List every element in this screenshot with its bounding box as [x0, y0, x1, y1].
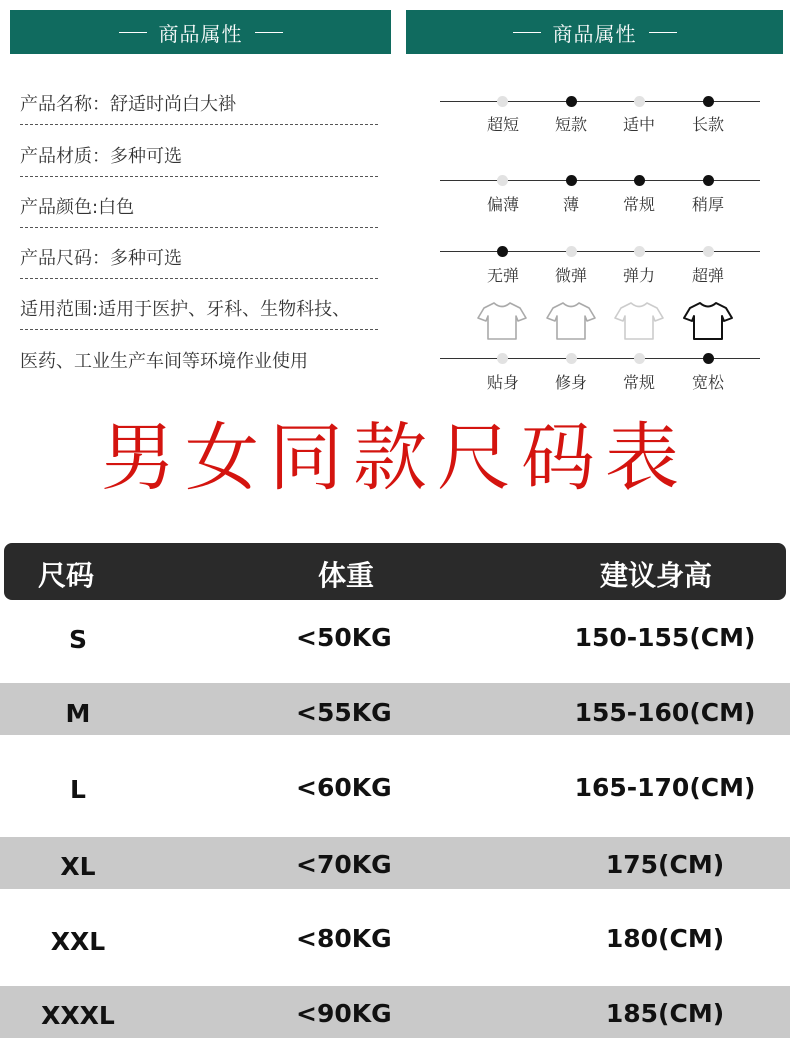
size-chart-title: 男女同款尺码表 — [101, 415, 689, 501]
cell-height: 185(CM) — [605, 999, 725, 1028]
attributes-header-left — [10, 10, 391, 54]
scale-dot — [566, 175, 577, 186]
scale-label: 偏薄 — [486, 195, 519, 214]
scale-dot — [497, 96, 508, 107]
cell-weight: <80KG — [296, 924, 392, 953]
cell-size: M — [65, 699, 91, 728]
scale-dot — [497, 353, 508, 364]
scale-label: 弹力 — [622, 266, 655, 285]
header-title: 商品属性 — [158, 21, 243, 46]
table-row — [0, 986, 790, 1038]
tshirt-icon — [613, 300, 665, 342]
scale-label: 宽松 — [691, 373, 724, 392]
scale-dot — [634, 175, 645, 186]
size-table-header — [4, 543, 786, 600]
attr-scope-line2: 医药、工业生产车间等环境作业使用 — [20, 351, 308, 372]
cell-size: L — [70, 775, 86, 804]
scale-label: 短款 — [554, 115, 587, 134]
cell-weight: <55KG — [296, 698, 392, 727]
scale-dot — [566, 246, 577, 257]
cell-weight: <70KG — [296, 850, 392, 879]
table-row — [0, 735, 790, 837]
cell-weight: <60KG — [296, 773, 392, 802]
scale-label: 稍厚 — [691, 195, 724, 214]
tshirt-icon — [476, 300, 528, 342]
scale-dot — [703, 175, 714, 186]
scale-dot — [497, 175, 508, 186]
scale-label: 适中 — [622, 115, 655, 134]
scale-label: 超短 — [486, 115, 519, 134]
scale-dot — [703, 353, 714, 364]
scale-label: 无弹 — [486, 266, 519, 285]
tshirt-icon — [545, 300, 597, 342]
table-row — [0, 889, 790, 986]
cell-size: XL — [60, 852, 96, 881]
scale-label: 常规 — [622, 373, 655, 392]
scale-dot — [634, 246, 645, 257]
attributes-header-right — [406, 10, 783, 54]
header-dash — [119, 32, 147, 33]
col-header-height: 建议身高 — [600, 559, 713, 592]
scale-label: 超弹 — [691, 266, 724, 285]
scale-dot — [497, 246, 508, 257]
header-dash — [649, 32, 677, 33]
tshirt-icon — [682, 300, 734, 342]
scale-label: 常规 — [622, 195, 655, 214]
table-row — [0, 683, 790, 735]
scale-dot — [566, 353, 577, 364]
scale-label: 微弹 — [554, 266, 587, 285]
cell-weight: <90KG — [296, 999, 392, 1028]
scale-dot — [634, 96, 645, 107]
cell-size: XXL — [50, 927, 106, 956]
attr-color: 产品颜色:白色 — [20, 193, 378, 228]
header-dash — [255, 32, 283, 33]
cell-height: 155-160(CM) — [574, 698, 756, 727]
scale-dot — [703, 96, 714, 107]
attr-size: 产品尺码：多种可选 — [20, 244, 378, 279]
table-row — [0, 837, 790, 889]
cell-height: 150-155(CM) — [574, 623, 756, 652]
cell-weight: <50KG — [296, 623, 392, 652]
header-title: 商品属性 — [552, 21, 637, 46]
scale-label: 修身 — [554, 373, 587, 392]
table-row — [0, 601, 790, 683]
cell-height: 165-170(CM) — [574, 773, 756, 802]
scale-dot — [703, 246, 714, 257]
scale-label: 长款 — [691, 115, 724, 134]
cell-size: S — [68, 625, 87, 654]
scale-dot — [566, 96, 577, 107]
cell-height: 180(CM) — [605, 924, 725, 953]
scale-label: 贴身 — [486, 373, 519, 392]
scale-label: 薄 — [562, 195, 579, 214]
scale-dot — [634, 353, 645, 364]
cell-size: XXXL — [41, 1001, 115, 1030]
attr-material: 产品材质：多种可选 — [20, 142, 378, 177]
header-dash — [513, 32, 541, 33]
cell-height: 175(CM) — [605, 850, 725, 879]
attr-scope-line1: 适用范围:适用于医护、牙科、生物科技、 — [20, 295, 378, 330]
attr-name: 产品名称：舒适时尚白大褂 — [20, 90, 378, 125]
col-header-weight: 体重 — [318, 559, 375, 592]
col-header-size: 尺码 — [38, 559, 95, 592]
